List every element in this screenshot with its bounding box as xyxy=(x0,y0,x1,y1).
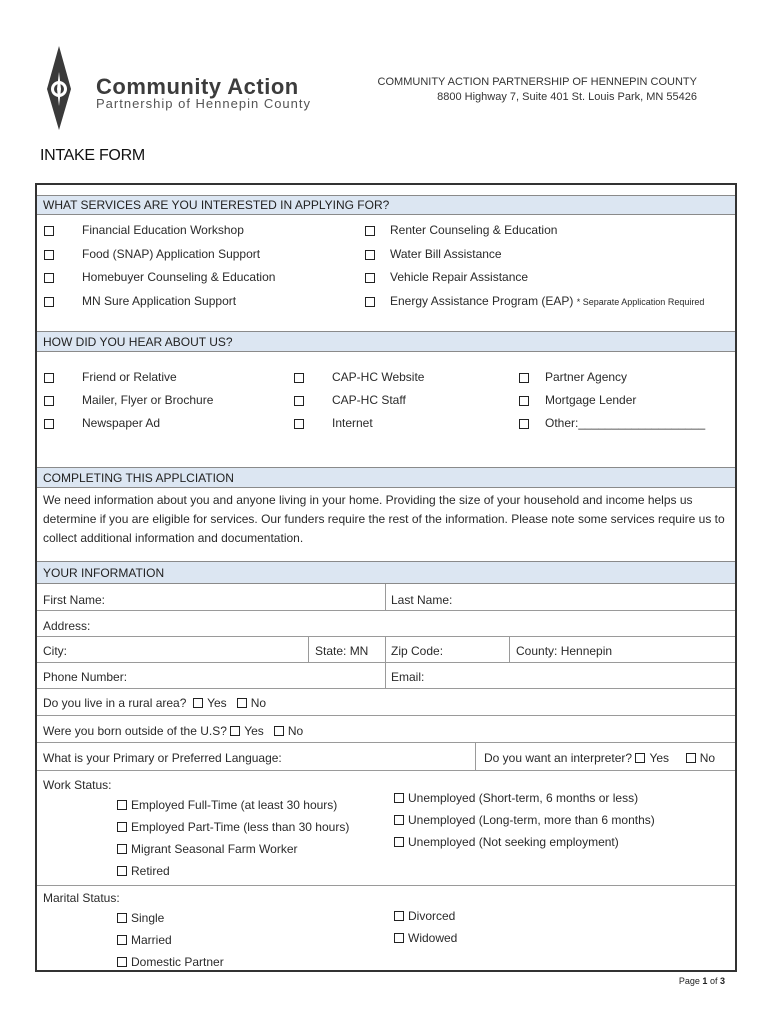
work-option-label: Unemployed (Long-term, more than 6 months) xyxy=(408,813,655,827)
marital-option-label: Widowed xyxy=(408,931,458,945)
marital-option[interactable] xyxy=(117,955,224,969)
checkbox-snap[interactable] xyxy=(44,250,54,260)
born-no-checkbox[interactable] xyxy=(274,726,284,736)
checkbox-mailer[interactable] xyxy=(44,396,54,406)
label-renter: Renter Counseling & Education xyxy=(390,223,558,237)
phone-field[interactable]: Phone Number: xyxy=(43,670,128,684)
page-total: 3 xyxy=(719,976,725,986)
logo-subtitle: Partnership of Hennepin County xyxy=(96,96,312,111)
first-name-field[interactable]: First Name: xyxy=(43,593,106,607)
work-option[interactable] xyxy=(394,835,619,849)
address-field[interactable]: Address: xyxy=(43,619,91,633)
checkbox[interactable] xyxy=(117,935,127,945)
interpreter-yes-checkbox[interactable] xyxy=(635,753,645,763)
marital-option-label: Single xyxy=(131,911,165,925)
info-heading: YOUR INFORMATION xyxy=(37,561,735,584)
label-mailer: Mailer, Flyer or Brochure xyxy=(82,393,214,407)
hear-heading: HOW DID YOU HEAR ABOUT US? xyxy=(37,331,735,352)
checkbox[interactable] xyxy=(394,911,404,921)
org-info xyxy=(378,75,697,105)
city-field[interactable]: City: xyxy=(43,644,67,658)
checkbox[interactable] xyxy=(394,933,404,943)
logo-title: Community Action xyxy=(96,74,299,99)
interpreter-yes-label: Yes xyxy=(649,751,670,765)
label-internet: Internet xyxy=(332,416,373,430)
checkbox-eap[interactable] xyxy=(365,297,375,307)
work-option-label: Employed Full-Time (at least 30 hours) xyxy=(131,798,338,812)
divider xyxy=(475,742,476,770)
compass-logo-icon xyxy=(44,44,74,132)
org-address: 8800 Highway 7, Suite 401 St. Louis Park, MN 55426 xyxy=(437,91,697,103)
label-mortgage-lender: Mortgage Lender xyxy=(545,393,637,407)
work-option[interactable] xyxy=(117,798,337,812)
divider xyxy=(37,885,735,886)
marital-option-label: Married xyxy=(131,933,172,947)
label-website: CAP-HC Website xyxy=(332,370,425,384)
label-other[interactable]: Other:___________________ xyxy=(545,416,706,430)
divider xyxy=(37,770,735,771)
checkbox-financial-education[interactable] xyxy=(44,226,54,236)
checkbox-mnsure[interactable] xyxy=(44,297,54,307)
rural-no-label: No xyxy=(250,696,267,710)
label-eap xyxy=(390,294,704,308)
work-option[interactable] xyxy=(394,813,655,827)
work-status-label: Work Status: xyxy=(43,778,112,792)
label-friend: Friend or Relative xyxy=(82,370,177,384)
divider xyxy=(37,688,735,689)
checkbox[interactable] xyxy=(394,793,404,803)
page-word: Page xyxy=(678,976,700,986)
rural-yes-label: Yes xyxy=(207,696,227,710)
interpreter-label: Do you want an interpreter? xyxy=(484,751,633,765)
state-field[interactable]: State: MN xyxy=(315,644,369,658)
checkbox-other[interactable] xyxy=(519,419,529,429)
rural-question xyxy=(43,696,266,710)
born-yes-label: Yes xyxy=(244,724,264,738)
checkbox-internet[interactable] xyxy=(294,419,304,429)
born-question xyxy=(43,724,303,738)
email-field[interactable]: Email: xyxy=(391,670,425,684)
divider xyxy=(308,636,309,662)
page-current: 1 xyxy=(702,976,708,986)
marital-option[interactable] xyxy=(394,931,457,945)
page-number xyxy=(679,976,725,986)
interpreter-question xyxy=(484,751,715,765)
marital-option-label: Divorced xyxy=(408,909,456,923)
born-no-label: No xyxy=(287,724,304,738)
interpreter-no-label: No xyxy=(699,751,716,765)
checkbox[interactable] xyxy=(394,837,404,847)
divider xyxy=(37,636,735,637)
checkbox-water-bill[interactable] xyxy=(365,250,375,260)
checkbox-vehicle[interactable] xyxy=(365,273,375,283)
checkbox[interactable] xyxy=(394,815,404,825)
checkbox-partner-agency[interactable] xyxy=(519,373,529,383)
work-option[interactable] xyxy=(394,791,638,805)
rural-no-checkbox[interactable] xyxy=(237,698,247,708)
rural-yes-checkbox[interactable] xyxy=(193,698,203,708)
county-field[interactable]: County: Hennepin xyxy=(516,644,613,658)
checkbox[interactable] xyxy=(117,844,127,854)
interpreter-no-checkbox[interactable] xyxy=(686,753,696,763)
services-heading: WHAT SERVICES ARE YOU INTERESTED IN APPLYING FOR? xyxy=(37,195,735,215)
label-financial-education: Financial Education Workshop xyxy=(82,223,244,237)
page-of: of xyxy=(709,976,718,986)
divider xyxy=(37,610,735,611)
label-newspaper: Newspaper Ad xyxy=(82,416,161,430)
work-option[interactable] xyxy=(117,820,349,834)
marital-option[interactable] xyxy=(117,933,172,947)
label-homebuyer: Homebuyer Counseling & Education xyxy=(82,270,276,284)
work-option-label: Unemployed (Short-term, 6 months or less) xyxy=(408,791,639,805)
zip-field[interactable]: Zip Code: xyxy=(391,644,444,658)
checkbox[interactable] xyxy=(117,800,127,810)
checkbox[interactable] xyxy=(117,822,127,832)
checkbox-homebuyer[interactable] xyxy=(44,273,54,283)
checkbox-newspaper[interactable] xyxy=(44,419,54,429)
divider xyxy=(37,742,735,743)
checkbox-staff[interactable] xyxy=(294,396,304,406)
checkbox-website[interactable] xyxy=(294,373,304,383)
label-snap: Food (SNAP) Application Support xyxy=(82,247,261,261)
work-option[interactable] xyxy=(117,842,298,856)
work-option[interactable] xyxy=(117,864,170,878)
label-water-bill: Water Bill Assistance xyxy=(390,247,502,261)
page-title: INTAKE FORM xyxy=(40,147,145,164)
checkbox[interactable] xyxy=(117,913,127,923)
divider xyxy=(37,715,735,716)
label-vehicle: Vehicle Repair Assistance xyxy=(390,270,529,284)
divider xyxy=(509,636,510,662)
eap-label-text: Energy Assistance Program (EAP) xyxy=(390,294,574,308)
divider xyxy=(37,662,735,663)
born-yes-checkbox[interactable] xyxy=(230,726,240,736)
language-field[interactable]: What is your Primary or Preferred Language: xyxy=(43,751,282,765)
label-staff: CAP-HC Staff xyxy=(332,393,406,407)
work-option-label: Migrant Seasonal Farm Worker xyxy=(131,842,298,856)
marital-option[interactable] xyxy=(117,911,164,925)
work-option-label: Retired xyxy=(131,864,170,878)
checkbox[interactable] xyxy=(117,866,127,876)
last-name-field[interactable]: Last Name: xyxy=(391,593,453,607)
completing-text: We need information about you and anyone living in your home. Providing the size of your household and income helps us determine if you are eligible for services. Our funders require the rest of the information. Please note some services require us to collect additional information and documentation. xyxy=(43,493,725,545)
checkbox-friend[interactable] xyxy=(44,373,54,383)
eap-note: * Separate Application Required xyxy=(576,297,705,307)
marital-status-label: Marital Status: xyxy=(43,891,120,905)
work-option-label: Employed Part-Time (less than 30 hours) xyxy=(131,820,350,834)
org-name: COMMUNITY ACTION PARTNERSHIP OF HENNEPIN COUNTY xyxy=(377,76,697,88)
rural-label: Do you live in a rural area? xyxy=(43,696,187,710)
completing-heading: COMPLETING THIS APPLCIATION xyxy=(37,467,735,488)
checkbox[interactable] xyxy=(117,957,127,967)
marital-option[interactable] xyxy=(394,909,455,923)
label-partner-agency: Partner Agency xyxy=(545,370,628,384)
marital-option-label: Domestic Partner xyxy=(131,955,224,969)
divider xyxy=(385,584,386,610)
label-mnsure: MN Sure Application Support xyxy=(82,294,237,308)
work-option-label: Unemployed (Not seeking employment) xyxy=(408,835,619,849)
checkbox-renter[interactable] xyxy=(365,226,375,236)
born-label: Were you born outside of the U.S? xyxy=(43,724,227,738)
checkbox-mortgage-lender[interactable] xyxy=(519,396,529,406)
